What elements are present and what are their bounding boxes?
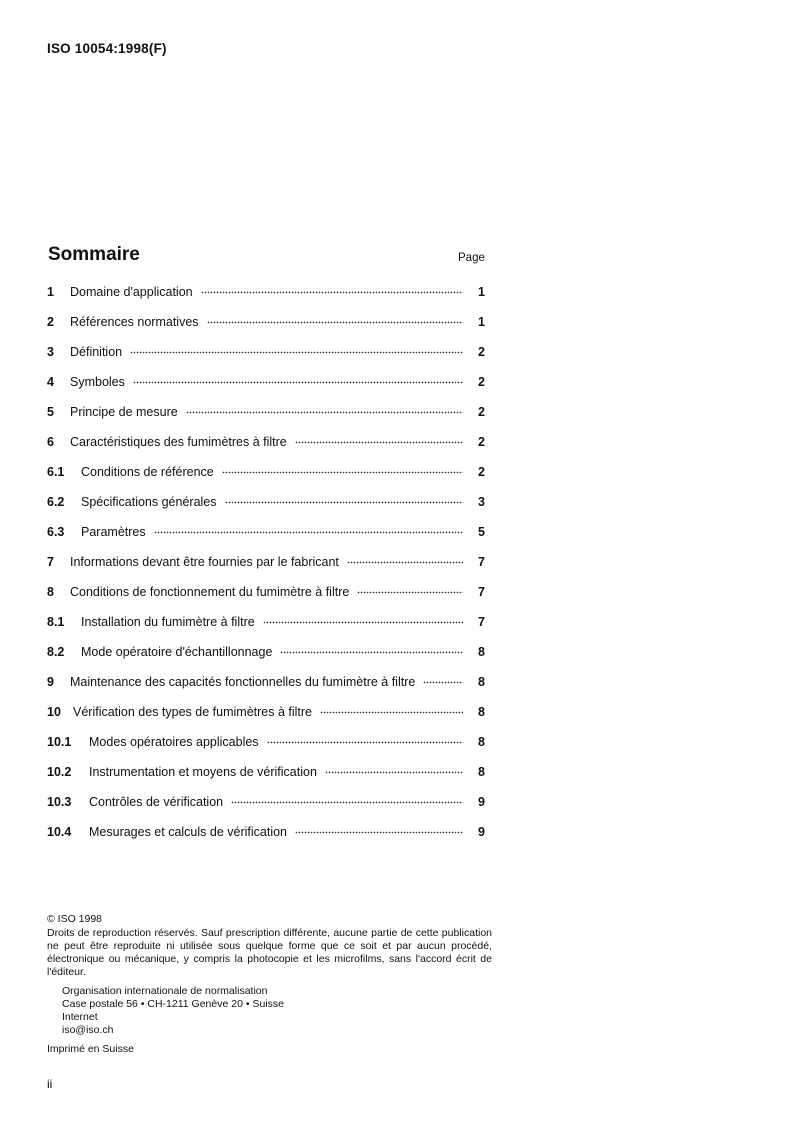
dot-leader [130,347,463,357]
toc-entry-page: 8 [478,675,485,689]
toc-entry-number: 7 [47,555,54,569]
toc-entry-page: 7 [478,615,485,629]
toc-entry[interactable] [47,757,487,787]
publisher-address [47,985,492,1037]
toc-entry-page: 8 [478,705,485,719]
toc-entry[interactable] [47,397,487,427]
dot-leader [186,407,463,417]
dot-leader [325,767,463,777]
toc-entry-number: 10.3 [47,795,72,809]
toc-entry[interactable] [47,487,487,517]
dot-leader [201,287,463,297]
dot-leader [222,467,463,477]
dot-leader [295,827,463,837]
dot-leader [357,587,463,597]
toc-entry-number: 8.2 [47,645,65,659]
toc-entry-number: 6 [47,435,54,449]
toc-entry-number: 10 [47,705,61,719]
toc-entry-title: Vérification des types de fumimètres à filtre [73,705,312,719]
dot-leader [423,677,463,687]
toc-entry-page: 1 [478,285,485,299]
toc-entry-title: Modes opératoires applicables [89,735,259,749]
toc-entry-page: 7 [478,585,485,599]
toc-entry-page: 2 [478,405,485,419]
toc-entry-number: 4 [47,375,54,389]
toc-entry[interactable] [47,457,487,487]
toc-entry[interactable] [47,427,487,457]
dot-leader [347,557,463,567]
table-of-contents [47,277,487,847]
toc-entry-title: Définition [70,345,123,359]
internet-line [62,1011,492,1037]
toc-page-label: Page [458,252,485,264]
dot-leader [133,377,463,387]
toc-entry[interactable] [47,577,487,607]
toc-entry-number: 2 [47,315,54,329]
toc-entry-number: 10.2 [47,765,72,779]
toc-entry[interactable] [47,727,487,757]
dot-leader [207,317,463,327]
internet-label: Internet [62,1011,98,1023]
toc-entry-page: 5 [478,525,485,539]
dot-leader [263,617,463,627]
dot-leader [231,797,463,807]
toc-entry[interactable] [47,547,487,577]
org-name: Organisation internationale de normalisation [62,985,268,997]
dot-leader [154,527,463,537]
toc-entry-title: Contrôles de vérification [89,795,224,809]
toc-entry-title: Spécifications générales [81,495,217,509]
toc-entry-number: 3 [47,345,54,359]
toc-entry-title: Instrumentation et moyens de vérification [89,765,317,779]
dot-leader [295,437,463,447]
toc-entry-page: 9 [478,825,485,839]
toc-entry-page: 7 [478,555,485,569]
toc-entry-page: 8 [478,645,485,659]
toc-entry-number: 5 [47,405,54,419]
toc-entry-title: Informations devant être fournies par le fabricant [70,555,339,569]
dot-leader [225,497,464,507]
toc-entry-title: Maintenance des capacités fonctionnelles du fumimètre à filtre [70,675,416,689]
toc-entry-page: 9 [478,795,485,809]
toc-entry-title: Symboles [70,375,125,389]
toc-entry[interactable] [47,607,487,637]
dot-leader [267,737,463,747]
toc-entry-number: 8.1 [47,615,65,629]
copyright-line: © ISO 1998 [47,913,103,925]
toc-entry-page: 3 [478,495,485,509]
toc-entry[interactable] [47,277,487,307]
toc-entry[interactable] [47,637,487,667]
toc-entry-page: 2 [478,465,485,479]
dot-leader [320,707,463,717]
toc-entry-page: 2 [478,345,485,359]
toc-title: Sommaire [48,244,140,265]
toc-entry-number: 9 [47,675,54,689]
copyright-block [47,913,492,1056]
rights-notice: Droits de reproduction réservés. Sauf prescription différente, aucune partie de cette publication ne peut être reproduite ni utilisée sous quelque forme que ce soit et par aucun procédé, électronique ou mécanique, y compris la photocopie et les microfilms, sans l'accord écrit de l'éditeur. [47,927,492,978]
toc-entry[interactable] [47,697,487,727]
toc-entry-title: Mode opératoire d'échantillonnage [81,645,273,659]
toc-entry-number: 6.3 [47,525,65,539]
email-link[interactable]: iso@iso.ch [62,1024,114,1036]
postal-address: Case postale 56 • CH-1211 Genève 20 • Suisse [62,998,284,1010]
toc-entry[interactable] [47,517,487,547]
toc-entry[interactable] [47,307,487,337]
toc-entry[interactable] [47,367,487,397]
toc-entry[interactable] [47,787,487,817]
toc-entry-title: Principe de mesure [70,405,178,419]
toc-entry-title: Domaine d'application [70,285,193,299]
toc-entry[interactable] [47,337,487,367]
toc-entry-number: 10.4 [47,825,72,839]
toc-entry-title: Mesurages et calculs de vérification [89,825,288,839]
toc-entry-page: 1 [478,315,485,329]
toc-entry-number: 6.2 [47,495,65,509]
toc-entry-title: Conditions de fonctionnement du fumimètre à filtre [70,585,350,599]
toc-entry-number: 6.1 [47,465,65,479]
toc-entry[interactable] [47,817,487,847]
dot-leader [280,647,463,657]
toc-entry-title: Caractéristiques des fumimètres à filtre [70,435,287,449]
toc-entry-page: 8 [478,765,485,779]
toc-entry-title: Installation du fumimètre à filtre [81,615,255,629]
page-number: ii [47,1077,53,1091]
toc-entry-title: Paramètres [81,525,146,539]
toc-entry-title: Conditions de référence [81,465,214,479]
toc-entry-number: 8 [47,585,54,599]
toc-entry[interactable] [47,667,487,697]
toc-entry-page: 8 [478,735,485,749]
document-header: ISO 10054:1998(F) [47,41,167,56]
toc-entry-number: 10.1 [47,735,72,749]
printed-in: Imprimé en Suisse [47,1043,134,1055]
toc-entry-page: 2 [478,435,485,449]
toc-entry-number: 1 [47,285,54,299]
toc-entry-title: Références normatives [70,315,199,329]
toc-entry-page: 2 [478,375,485,389]
